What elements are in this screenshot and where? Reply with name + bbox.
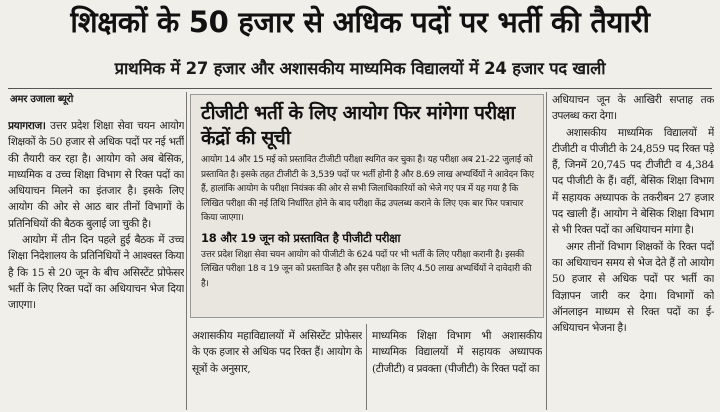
right-paragraph-1: अधियाचन जून के आखिरी सप्ताह तक उपलब्ध करा देगा।	[552, 94, 714, 123]
dateline-place: प्रयागराज।	[8, 120, 46, 132]
right-paragraph-3: अगर तीनों विभाग शिक्षकों के रिक्त पदों का अधियाचन समय से भेज देते हैं तो आयोग 50 हजार से अधिक पदों पर भर्ती का विज्ञापन जारी कर देगा। विभागों को ऑनलाइन माध्यम से रिक्त पदों का ई-अधियाचन भेजना है।	[552, 240, 714, 335]
column-divider-middle	[366, 324, 367, 410]
byline: अमर उजाला ब्यूरो	[10, 94, 74, 105]
box-title: टीजीटी भर्ती के लिए आयोग फिर मांगेगा परीक्षा केंद्रों की सूची	[201, 102, 515, 149]
subheadline: प्राथमिक में 27 हजार और अशासकीय माध्यमिक विद्यालयों में 24 हजार पद खाली	[114, 59, 606, 78]
column-divider-right	[546, 92, 547, 410]
left-column	[8, 118, 184, 410]
middle-bottom-left-text: अशासकीय महाविद्यालयों में असिस्टेंट प्रोफेसर के एक हजार से अधिक पद रिक्त हैं। आयोग के सूत्रों के अनुसार,	[192, 330, 362, 375]
right-paragraph-2: अशासकीय माध्यमिक विद्यालयों में टीजीटी व पीजीटी के 24,859 पद रिक्त पड़े हैं, जिनमें 20,745 पद टीजीटी व 4,384 पद पीजीटी के हैं। वहीं, बेसिक शिक्षा विभाग में सहायक अध्यापक के तकरीबन 27 हजार पद खाली हैं। आयोग ने बेसिक शिक्षा विभाग से भी रिक्त पदों का अधियाचन मांगा है।	[552, 126, 714, 237]
left-paragraph-1-text: उत्तर प्रदेश शिक्षा सेवा चयन आयोग शिक्षकों के 50 हजार से अधिक पदों पर नई भर्ती की तैयारी कर रहा है। आयोग को अब बेसिक, माध्यमिक व उच्च शिक्षा विभाग से रिक्त पदों का अधियाचन मिलने का इंतजार है। इसके लिए आयोग की ओर से आठ बार तीनों विभागों के प्रतिनिधियों की बैठक बुलाई जा चुकी है।	[8, 120, 184, 230]
box-paragraph-2: उत्तर प्रदेश शिक्षा सेवा चयन आयोग को पीजीटी के 624 पदों पर भी भर्ती के लिए परीक्षा करानी है। इसकी लिखित परीक्षा 18 व 19 जून को प्रस्तावित है और इस परीक्षा के लिए 4.50 लाख अभ्यर्थियों ने दावेदारी की है।	[201, 249, 532, 289]
headline: शिक्षकों के 50 हजार से अधिक पदों पर भर्ती की तैयारी	[70, 5, 650, 39]
left-paragraph-2: आयोग में तीन दिन पहले हुई बैठक में उच्च शिक्षा निदेशालय के प्रतिनिधियों ने आश्वस्त किया है कि 15 से 20 जून के बीच असिस्टेंट प्रोफेसर भर्ती के लिए रिक्त पदों का अधियाचन भेज दिया जाएगा।	[8, 234, 184, 312]
right-column	[552, 92, 714, 410]
middle-bottom-right-text: माध्यमिक शिक्षा विभाग भी अशासकीय माध्यमिक विद्यालयों में सहायक अध्यापक (टीजीटी) व प्रवक्ता (पीजीटी) के रिक्त पदों का	[372, 330, 542, 375]
box-subtitle: 18 और 19 जून को प्रस्तावित है पीजीटी परीक्षा	[201, 230, 401, 245]
box-paragraph-1: आयोग 14 और 15 मई को प्रस्तावित टीजीटी परीक्षा स्थगित कर चुका है। यह परीक्षा अब 21-22 जुलाई को प्रस्तावित है। इसके तहत टीजीटी के 3,539 पदों पर भर्ती होनी है और 8.69 लाख अभ्यर्थियों ने आवेदन किए हैं, हालांकि आयोग के परीक्षा नियंत्रक की ओर से सभी जिलाधिकारियों को भेजे गए पत्र में यह गया है कि लिखित परीक्षा की नई तिथि निर्धारित होने के बाद परीक्षा केंद्र उपलब्ध कराने के लिए एक बार फिर पत्राचार किया जाएगा।	[201, 155, 534, 223]
sidebar-box	[190, 94, 544, 318]
header-rule	[8, 88, 712, 89]
column-divider-left	[186, 92, 187, 410]
left-paragraph-1	[8, 118, 184, 232]
